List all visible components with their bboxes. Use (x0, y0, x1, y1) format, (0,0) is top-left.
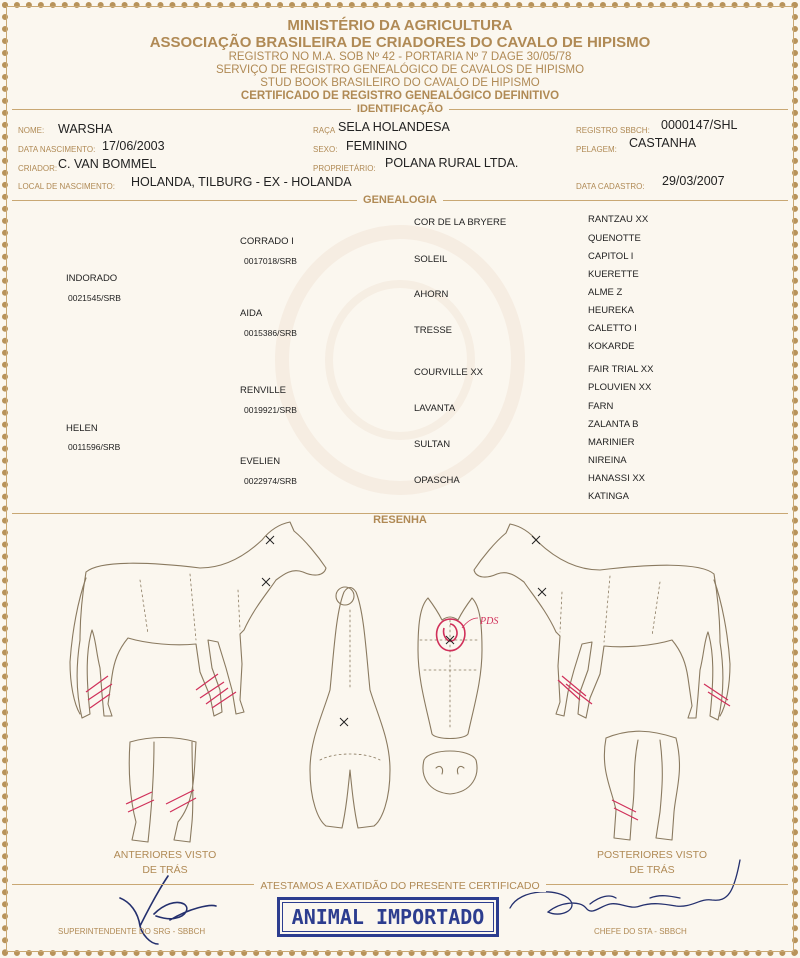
horse-front-guide (320, 610, 380, 760)
label-nome: NOME: (18, 126, 45, 135)
gg-grandparent-9: FAIR TRIAL XX (588, 364, 654, 375)
label-raca: RAÇA (313, 126, 336, 135)
gg-grandparent-11: FARN (588, 401, 614, 412)
value-proprietario: POLANA RURAL LTDA. (385, 156, 519, 170)
stamp-animal-importado: ANIMAL IMPORTADO (277, 897, 499, 937)
caption-forelegs-2: DE TRÁS (142, 864, 188, 876)
section-title-genealogia: GENEALOGIA (0, 194, 800, 206)
great-grandparent-5: COURVILLE XX (414, 367, 483, 378)
header-registry: REGISTRO NO M.A. SOB Nº 42 - PORTARIA Nº 7 DAGE 30/05/78 (228, 51, 572, 63)
gg-grandparent-15: HANASSI XX (588, 473, 646, 484)
header-studbook: STUD BOOK BRASILEIRO DO CAVALO DE HIPISMO (260, 77, 540, 89)
horse-head-guide (420, 620, 480, 730)
gg-grandparent-7: CALETTO I (588, 323, 637, 334)
identification-marks (86, 618, 730, 820)
value-raca: SELA HOLANDESA (338, 120, 450, 134)
label-nascimento: DATA NASCIMENTO: (18, 145, 96, 154)
gg-grandparent-5: ALME Z (588, 287, 623, 298)
great-grandparent-6: LAVANTA (414, 403, 456, 414)
mark-forelegs-rear (126, 790, 196, 812)
head-note-pds: PDS (480, 616, 499, 627)
great-grandparent-2: SOLEIL (414, 254, 448, 265)
gg-grandparent-13: MARINIER (588, 437, 635, 448)
grandparent-2-reg: 0015386/SRB (244, 328, 297, 338)
gg-grandparent-1: RANTZAU XX (588, 214, 649, 225)
mark-right-front-1 (558, 676, 592, 704)
mark-pds-leader (462, 618, 478, 628)
sire-name: INDORADO (66, 273, 118, 284)
grandparent-3-reg: 0019921/SRB (244, 405, 297, 415)
dam-reg: 0011596/SRB (68, 442, 121, 452)
horse-right-side-outline (474, 524, 723, 720)
label-registro: REGISTRO SBBCH: (576, 126, 650, 135)
section-title-identificacao: IDENTIFICAÇÃO (0, 103, 800, 115)
gg-grandparent-4: KUERETTE (588, 269, 639, 280)
value-nascimento: 17/06/2003 (102, 139, 165, 153)
label-proprietario: PROPRIETÁRIO: (313, 164, 376, 173)
horse-front-outline (310, 588, 390, 829)
label-sexo: SEXO: (313, 145, 338, 154)
gg-grandparent-16: KATINGA (588, 491, 629, 502)
gg-grandparent-6: HEUREKA (588, 305, 634, 316)
grandparent-1-reg: 0017018/SRB (244, 256, 297, 266)
forelegs-rear-view (129, 738, 196, 843)
header-ministry: MINISTÉRIO DA AGRICULTURA (287, 17, 513, 34)
label-pelagem: PELAGEM: (576, 145, 617, 154)
label-local: LOCAL DE NASCIMENTO: (18, 182, 115, 191)
grandparent-3-name: RENVILLE (240, 385, 286, 396)
grandparent-4-reg: 0022974/SRB (244, 476, 297, 486)
footer-atestamos: ATESTAMOS A EXATIDÃO DO PRESENTE CERTIFICADO (0, 880, 800, 892)
horse-muzzle-outline (423, 751, 477, 794)
great-grandparent-7: SULTAN (414, 439, 451, 450)
value-nome: WARSHA (58, 122, 113, 136)
gg-grandparent-14: NIREINA (588, 455, 627, 466)
whorl-marks (262, 536, 546, 726)
gg-grandparent-10: PLOUVIEN XX (588, 382, 652, 393)
value-criador: C. VAN BOMMEL (58, 157, 157, 171)
grandparent-1-name: CORRADO I (240, 236, 294, 247)
great-grandparent-8: OPASCHA (414, 475, 460, 486)
hindlegs-rear-view (604, 731, 679, 840)
value-cadastro: 29/03/2007 (662, 174, 725, 188)
header-service: SERVIÇO DE REGISTRO GENEALÓGICO DE CAVALOS DE HIPISMO (215, 64, 585, 76)
caption-forelegs-1: ANTERIORES VISTO (113, 849, 217, 861)
footer-superintendente: SUPERINTENDENTE DO SRG - SBBCH (58, 927, 206, 936)
mark-right-hind-1 (704, 684, 730, 706)
label-cadastro: DATA CADASTRO: (576, 182, 645, 191)
horse-muzzle-nostrils (436, 766, 464, 774)
great-grandparent-1: COR DE LA BRYERE (414, 217, 507, 228)
value-sexo: FEMININO (346, 139, 408, 153)
value-registro: 0000147/SHL (661, 118, 738, 132)
dam-name: HELEN (66, 423, 98, 434)
sire-reg: 0021545/SRB (68, 293, 121, 303)
gg-grandparent-8: KOKARDE (588, 341, 635, 352)
footer-chefe: CHEFE DO STA - SBBCH (594, 927, 687, 936)
horse-right-guide (560, 576, 660, 642)
gg-grandparent-12: ZALANTA B (588, 419, 639, 430)
value-pelagem: CASTANHA (629, 136, 697, 150)
great-grandparent-4: TRESSE (414, 325, 453, 336)
grandparent-2-name: AIDA (240, 308, 263, 319)
mark-head-star (437, 619, 465, 651)
horse-left-side-outline (77, 522, 326, 718)
horse-left-guide (140, 574, 240, 640)
value-local: HOLANDA, TILBURG - EX - HOLANDA (131, 175, 352, 189)
grandparent-4-name: EVELIEN (240, 456, 281, 467)
horse-front-poll (336, 587, 354, 605)
section-title-resenha: RESENHA (373, 514, 427, 526)
gg-grandparent-2: QUENOTTE (588, 233, 641, 244)
caption-hindlegs-2: DE TRÁS (629, 864, 675, 876)
header-certificate-title: CERTIFICADO DE REGISTRO GENEALÓGICO DEFINITIVO (240, 90, 560, 102)
label-criador: CRIADOR: (18, 164, 58, 173)
caption-hindlegs-1: POSTERIORES VISTO (596, 849, 708, 861)
gg-grandparent-3: CAPITOL I (588, 251, 634, 262)
header-association: ASSOCIAÇÃO BRASILEIRA DE CRIADORES DO CAVALO DE HIPISMO (149, 34, 651, 51)
great-grandparent-3: AHORN (414, 289, 449, 300)
